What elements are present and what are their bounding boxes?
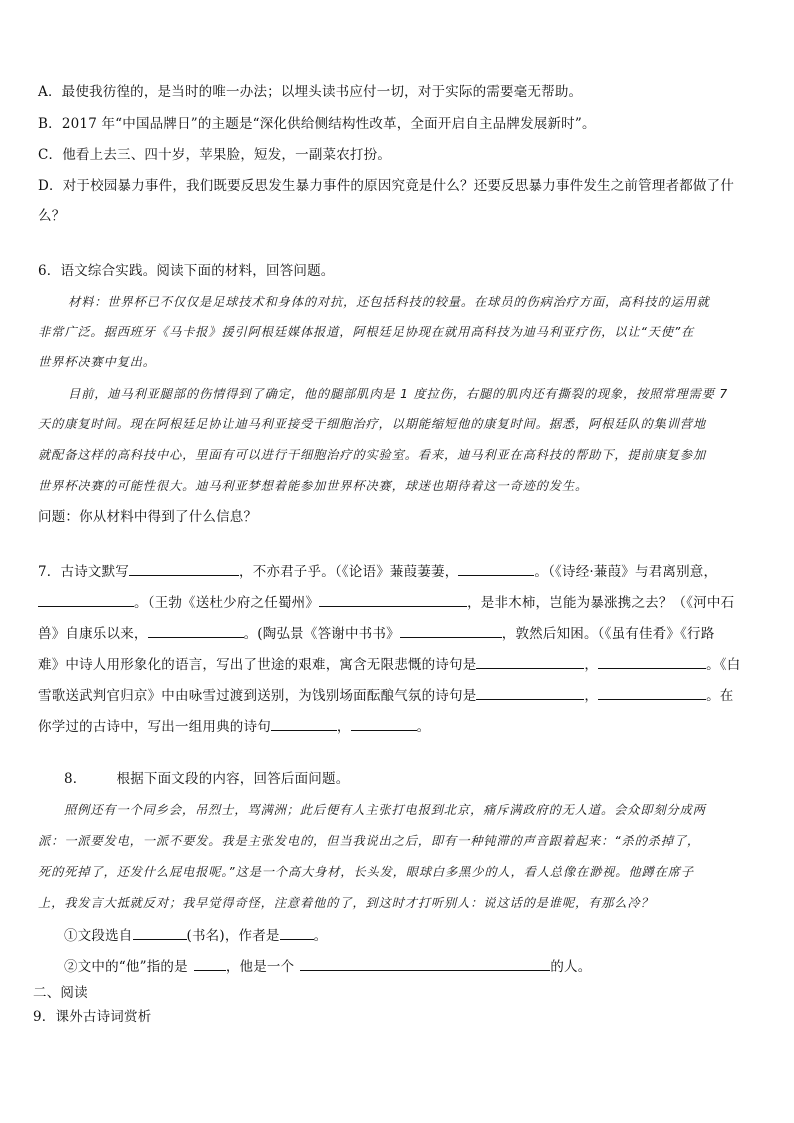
- q7-line2: [38, 593, 734, 612]
- q7-text: 。《白: [706, 657, 741, 673]
- q5-option-c: C．他看上去三、四十岁，苹果脸，短发，一副菜农打扮。: [38, 147, 392, 163]
- answer-blank[interactable]: [194, 957, 226, 971]
- q7-text: ，: [584, 688, 599, 704]
- q7-line5: [38, 686, 734, 705]
- q7-text: ，是非木柿，岂能为暴涨携之去？（《河中石: [467, 595, 735, 611]
- q8-text: ，他是一个: [225, 959, 295, 975]
- q7-text: 。(陶弘景《答谢中书书》: [243, 626, 400, 642]
- q8-number: 8．: [64, 771, 87, 787]
- q6-title: 6．语文综合实践。阅读下面的材料，回答问题。: [38, 263, 335, 279]
- q8-passage-line: 上，我发言大抵就反对；我早觉得奇怪，注意着他的了，到这时才打听别人：说这话的是谁呢，有那么冷？: [38, 896, 654, 910]
- answer-blank[interactable]: [280, 926, 314, 940]
- q5-option-d-line1: D．对于校园暴力事件，我们既要反思发生暴力事件的原因究竟是什么？还要反思暴力事件发生之前管理者都做了什: [38, 178, 735, 194]
- q7-text: ，不亦君子乎。（《论语》蒹葭萋萋，: [239, 564, 459, 580]
- q8-passage-line: 派：一派要发电，一派不要发。我是主张发电的，但当我说出之后，即有一种钝滞的声音跟着起来：“杀的杀掉了，: [38, 834, 701, 848]
- q7-text: ，敦然后知困。（《虽有佳肴》《行路: [501, 626, 715, 642]
- q7-text: 兽》自康乐以来，: [38, 626, 148, 642]
- q8-subquestion-2: [64, 957, 591, 976]
- q8-title-text: 根据下面文段的内容，回答后面问题。: [116, 771, 350, 787]
- q8-text: ①文段选自: [64, 928, 133, 944]
- q8-text: (书名)，作者是: [186, 928, 280, 944]
- q7-text: 难》中诗人用形象化的语言，写出了世途的艰难，寓含无限悲慨的诗句是: [38, 657, 477, 673]
- answer-blank[interactable]: [598, 655, 706, 669]
- q6-material-line: 材料：世界杯已不仅仅是足球技术和身体的对抗，还包括科技的较量。在球员的伤病治疗方面，高科技的运用就: [68, 295, 710, 309]
- answer-blank[interactable]: [400, 624, 502, 638]
- q7-text: 。在: [706, 688, 734, 704]
- q8-title: [64, 770, 349, 788]
- q6-material-line: 非常广泛。据西班牙《马卡报》援引阿根廷媒体报道，阿根廷足协现在就用高科技为迪马利亚疗伤，以让“天使”在: [38, 325, 695, 339]
- q7-text: ，: [584, 657, 599, 673]
- q7-text: 。（《诗经·蒹葭》与君离别意，: [534, 564, 718, 580]
- q6-material-line: 天的康复时间。现在阿根廷足协让迪马利亚接受干细胞治疗，以期能缩短他的康复时间。据悉，阿根廷队的集训营地: [38, 417, 706, 431]
- q6-material-line: 就配备这样的高科技中心，里面有可以进行干细胞治疗的实验室。看来，迪马利亚在高科技的帮助下，提前康复参加: [38, 448, 706, 462]
- q7-line4: [38, 655, 740, 674]
- q7-line1: [38, 562, 717, 581]
- q8-passage-line: 照例还有一个同乡会，吊烈士，骂满洲；此后便有人主张打电报到北京，痛斥满政府的无人道。会众即刻分成两: [64, 803, 706, 817]
- q6-material-line: 目前，迪马利亚腿部的伤情得到了确定，他的腿部肌肉是 1 度拉伤，右腿的肌肉还有撕裂的现象，按照常理需要 7: [68, 387, 729, 401]
- q7-text: ，: [336, 719, 351, 735]
- q8-subquestion-1: [64, 926, 327, 945]
- q7-text: 7．古诗文默写: [38, 564, 129, 580]
- q7-line3: [38, 624, 714, 643]
- answer-blank[interactable]: [300, 957, 550, 971]
- section-heading: 二、阅读: [33, 985, 88, 1001]
- answer-blank[interactable]: [476, 686, 584, 700]
- q7-text: 雪歌送武判官归京》中由咏雪过渡到送别，为饯别场面酝酿气氛的诗句是: [38, 688, 477, 704]
- answer-blank[interactable]: [319, 593, 467, 607]
- q5-option-a: A．最使我彷徨的，是当时的唯一办法；以埋头读书应付一切，对于实际的需要毫无帮助。: [38, 84, 583, 100]
- q7-text: 。（王勃《送杜少府之任蜀州》: [134, 595, 320, 611]
- q5-option-d-line2: 么？: [38, 208, 66, 224]
- answer-blank[interactable]: [351, 717, 417, 731]
- answer-blank[interactable]: [598, 686, 706, 700]
- q7-text: 你学过的古诗中，写出一组用典的诗句: [38, 719, 271, 735]
- answer-blank[interactable]: [476, 655, 584, 669]
- answer-blank[interactable]: [129, 562, 239, 576]
- q9-title: 9．课外古诗词赏析: [33, 1009, 152, 1025]
- q7-line6: [38, 717, 430, 736]
- q8-text: ②文中的“他”指的是: [64, 959, 188, 975]
- q7-text: 。: [416, 719, 431, 735]
- answer-blank[interactable]: [148, 624, 244, 638]
- q6-material-line: 世界杯决赛的可能性很大。迪马利亚梦想着能参加世界杯决赛，球迷也期待着这一奇迹的发生。: [38, 479, 589, 493]
- q8-passage-line: 死的死掉了，还发什么屁电报呢。”这是一个高大身材，长头发，眼球白多黑少的人，看人总像在渺视。他蹲在席子: [38, 865, 694, 879]
- answer-blank[interactable]: [458, 562, 534, 576]
- q8-text: 的人。: [550, 959, 592, 975]
- q8-text: 。: [313, 928, 328, 944]
- answer-blank[interactable]: [38, 593, 134, 607]
- answer-blank[interactable]: [133, 926, 187, 940]
- answer-blank[interactable]: [271, 717, 337, 731]
- q6-material-line: 世界杯决赛中复出。: [38, 355, 156, 369]
- q5-option-b: B．2017 年“中国品牌日”的主题是“深化供给侧结构性改革，全面开启自主品牌发展新时”。: [38, 116, 596, 132]
- q6-question: 问题：你从材料中得到了什么信息？: [38, 509, 258, 525]
